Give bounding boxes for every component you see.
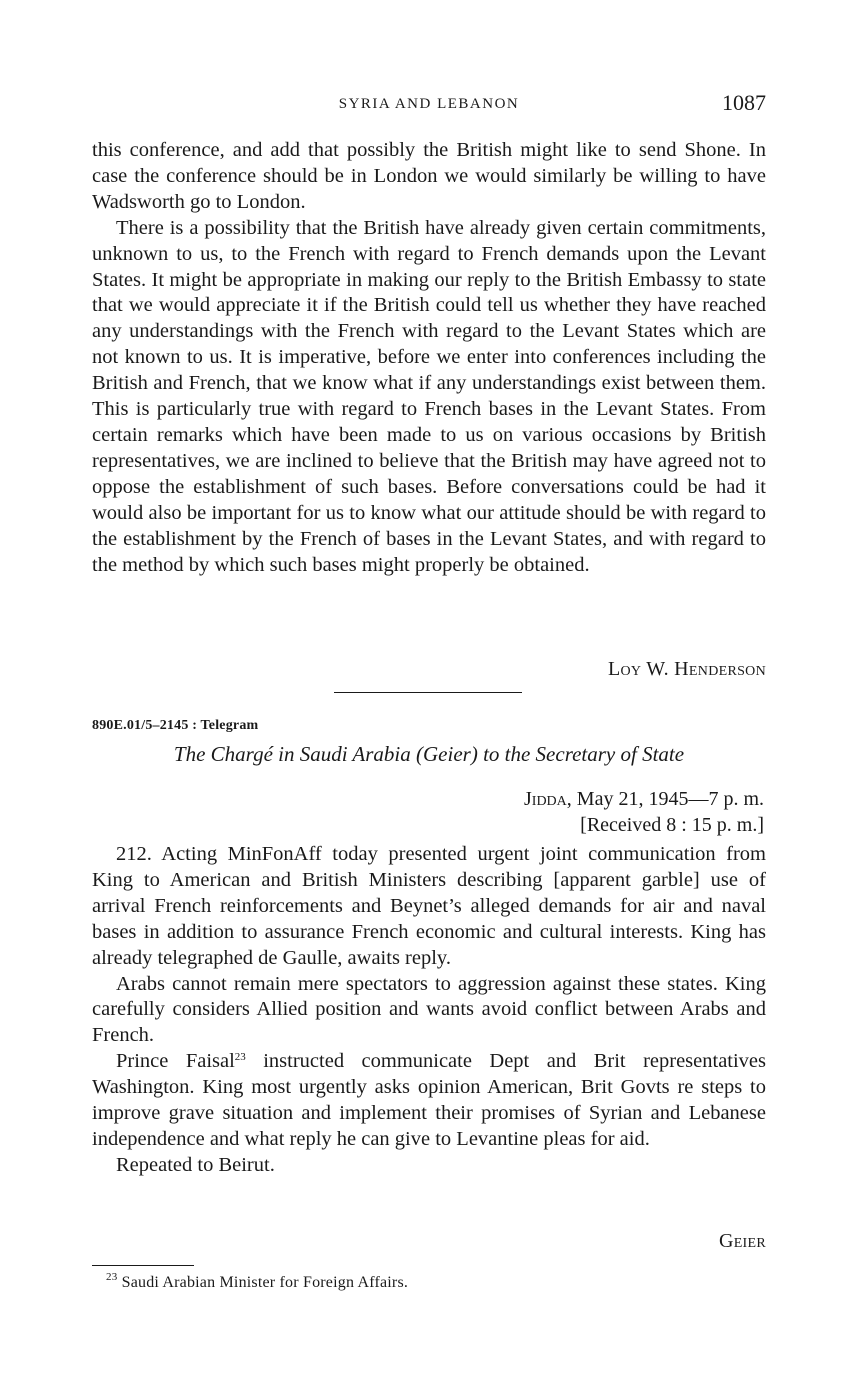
memo-paragraph: There is a possibility that the British have already given certain commitments, unknown to us, to the French with regard to French demands upon the Levant States. It might be appropriate in making our reply to the British Embassy to state that we would appreciate it if the British could tell us whether they have reached any understandings with the French with regard to the Levant States which are not known to us. It is imperative, before we enter into conferences including the British and French, that we know what if any understandings exist between them. This is particularly true with regard to French bases in the Levant States. From certain remarks which have been made to us on various occasions by British representatives, we are inclined to believe that the British may have agreed not to oppose the establishment of such bases. Before conversations could be had it would also be important for us to know what our attitude should be with regard to the establishment by the French of bases in the Levant States, and with regard to the method by which such bases might properly be obtained. [92,216,766,576]
file-reference: 890E.01/5–2145 : Telegram [92,718,259,733]
running-title: SYRIA AND LEBANON [338,96,520,112]
memo-body [92,138,766,578]
memo-paragraph-continued: this conference, and add that possibly the British might like to send Shone. In case the conference should be in London we would similarly be willing to have Wadsworth go to London. [92,139,766,213]
dateline-date: , May 21, 1945—7 p. m. [566,788,764,810]
paragraph-text: Prince Faisal [116,1050,235,1073]
page-number: 1087 [722,90,766,115]
footnote-marker: 23 [106,1271,118,1283]
footnote [106,1271,409,1292]
footnote-reference: 23 [234,1051,246,1064]
running-head [92,90,766,120]
telegram-signature: Geier [718,1230,766,1252]
paragraph-text: instructed communicate Dept and Brit representatives Washington. King most urgently asks opinion American, Brit Govts re steps to improve grave situation and implement their promises of Syrian and Lebanese independence and what reply he can give to Levantine pleas for aid. [92,1050,767,1150]
telegram-paragraph: 212. Acting MinFonAff today presented urgent joint communication from King to American and British Ministers describing [apparent garble] use of arrival French reinforcements and Beynet’s alleged demands for air and naval bases in addition to assurance French economic and cultural interests. King has already telegraphed de Gaulle, awaits reply. [92,843,766,969]
memo-signature: Loy W. Henderson [607,658,766,680]
section-divider [334,692,522,693]
received-time: [Received 8 : 15 p. m.] [580,813,764,836]
telegram-body [92,842,766,1179]
telegram-paragraph: Repeated to Beirut. [116,1153,275,1176]
footnote-text: Saudi Arabian Minister for Foreign Affairs. [117,1274,409,1291]
telegram-paragraph [92,1049,766,1153]
dateline-place: Jidda [524,788,567,810]
dateline [524,787,764,838]
telegram-paragraph: Arabs cannot remain mere spectators to aggression against these states. King carefully considers Allied position and wants avoid conflict between Arabs and French. [92,972,766,1047]
telegram-title: The Chargé in Saudi Arabia (Geier) to the Secretary of State [173,742,685,766]
footnote-divider [92,1265,194,1266]
dateline-place-date [524,787,764,813]
